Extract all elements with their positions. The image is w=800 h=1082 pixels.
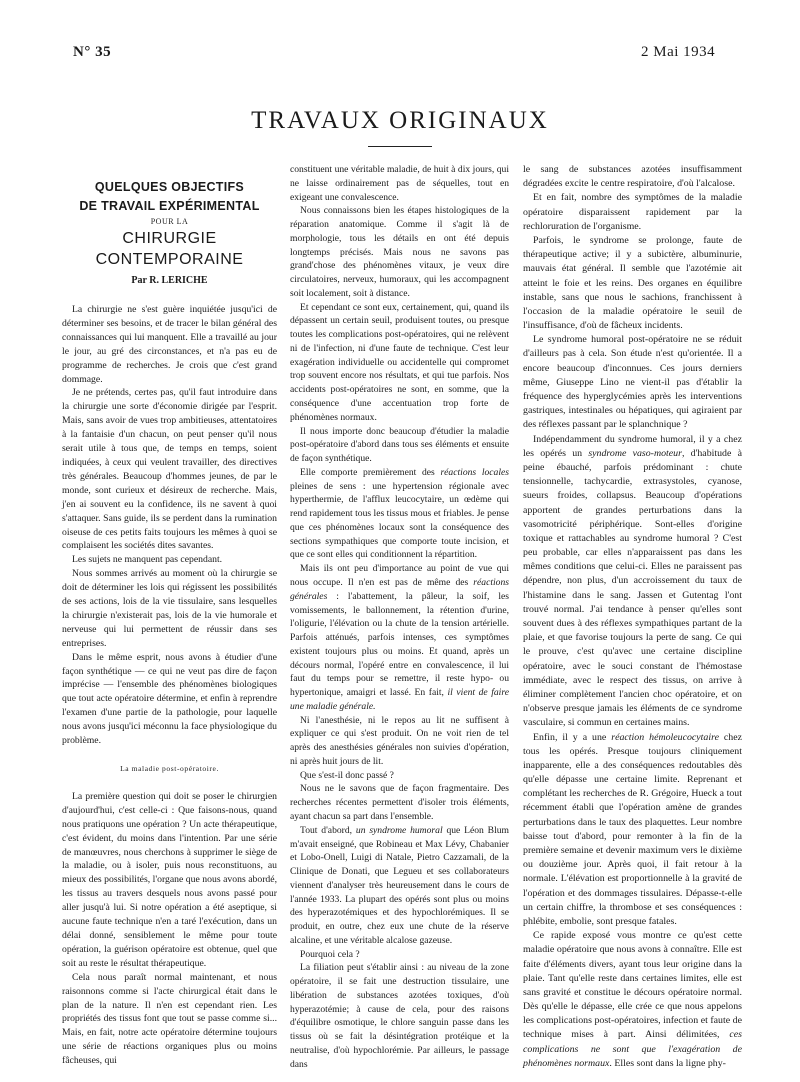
paragraph: Le syndrome humoral post-opératoire ne se réduit d'ailleurs pas à cela. Son étude n'est qu'orientée. Il a encore beaucoup d'inconnues. Ces jours derniers même, Giuseppe Lino ne vient-il pas d'établir la fréquence des hyperglycémies après les interventions gastriques, intestinales ou hépatiques, qui agiraient par des réflexes passant par le splanchnique ? — [523, 334, 742, 431]
paragraph — [523, 929, 742, 1071]
article-heading-pour: POUR LA — [150, 217, 189, 226]
article-heading-line1: QUELQUES OBJECTIFS — [94, 180, 245, 194]
paragraph: La filiation peut s'établir ainsi : au niveau de la zone opératoire, il se fait une destruction tissulaire, une libération de substances azotées toxiques, d'où hyperazotémie; à cause de cela, pour des raisons d'équilibre osmotique, le chlore sanguin passe dans les tissus où se fait la désintégration protéique et la neutralise, d'où hypochlorémie. Par ailleurs, le passage dans — [290, 962, 509, 1070]
italic-text: ces complications ne sont que l'exagération de phénomènes normaux — [523, 1029, 742, 1069]
article-heading-big2: CONTEMPORAINE — [95, 251, 244, 268]
article-author: Par R. LERICHE — [131, 275, 208, 286]
paragraph: Il nous importe donc beaucoup d'étudier la maladie post-opératoire d'abord dans tous ses éléments et ensuite de façon synthétique. — [290, 425, 509, 465]
page-title: TRAVAUX ORIGINAUX — [251, 107, 549, 134]
text: . Elles sont dans la ligne phy- — [609, 1057, 726, 1069]
article-heading-big1: CHIRURGIE — [122, 230, 217, 247]
title-rule — [368, 146, 432, 147]
text: Indépendamment du syndrome humoral, il y a chez les opérés un — [523, 433, 742, 459]
paragraph: Nous sommes arrivés au moment où la chirurgie se doit de déterminer les lois qui régissent les possibilités de ses actions, lois de la vie tissulaire, sans lesquelles la chirurgie n'existerait pas, lois de la vie humorale et nerveuse qui lui permettent de réussir dans ses entreprises. — [62, 568, 277, 649]
italic-text: un syndrome humoral — [355, 824, 443, 836]
column-1 — [62, 163, 277, 1068]
text: que Léon Blum m'avait enseigné, que Robineau et Max Lévy, Chabanier et Lobo-Onell, Luigi di Natale, Pietro Cazzamali, de la Clinique de Donati, que Legueu et ses collaborateurs viennent d'analyser très heureusement dans le cours de l'année 1933. La plupart des opérés sont plus ou moins des hyperazotémiques et des hypochlorémiques. Il se produit, en outre, chez eux une chute de la réserve alcaline, et une véritable alcalose gazeuse. — [290, 824, 509, 946]
text: : l'abattement, la pâleur, la soif, les vomissements, le ballonnement, la rétention d'urine, l'oligurie, l'élévation ou la chute de la tension artérielle. Parfois atténués, parfois intenses, ces symptômes existent toujours plus ou moins. Et quand, après un décours normal, l'opéré entre en convalescence, il lui faut du temps pour se remettre, il reste hypo- ou hypertonique, amaigri et lassé. En fait, — [290, 590, 509, 699]
article-heading-line2: DE TRAVAIL EXPÉRIMENTAL — [79, 199, 260, 213]
text: , d'habitude à peine ébauché, parfois prédominant : chute tensionnelle, tachycardie, extrasystoles, cyanose, sueurs froides, collapsus. Beaucoup d'opérations apportent de grandes perturbations dans la vasomotricité périphérique. Sont-elles d'origine toxique et rattachables au syndrome humoral ? C'est peu probable, car elles n'apparaissent pas dans les mêmes conditions que celui-ci. Elles ne paraissent pas dépendre, non plus, d'un accroissement du taux de l'histamine dans le sang. Jassen et Gutentag l'ont trouvé normal. J'ai tendance à penser qu'elles sont souvent dues à des réflexes sympathiques partant de la plaie, et que favorise toujours la perte de sang. Ce qui le prouve, c'est qu'avec une certaine discipline opératoire, avec le souci constant de l'hémostase immédiate, avec le respect des tissus, on arrive à éliminer complètement l'ancien choc opératoire, et on n'observe presque jamais les éléments de ce syndrome vasculaire, si commun en certaines mains. — [523, 447, 742, 729]
paragraph — [523, 433, 742, 731]
text: Enfin, il y a une — [533, 731, 612, 743]
italic-text: réactions générales — [290, 576, 509, 602]
text: chez tous les opérés. Presque toujours cliniquement inapparente, elle a des conséquences redoutables dès qu'elle dépasse une certaine limite. Reprenant et complétant les recherches de R. Grégoire, Hueck a tout récemment établi que l'opération amène de grandes perturbations dans le taux des plaquettes. Leur nombre baisse tout d'abord, pour remonter à la fin de la première semaine et devenir maximum vers le dixième ou douzième jour. Après quoi, il fait retour à la normale. L'élévation est proportionnelle à la gravité de l'opération et des dommages tissulaires. Dépasse-t-elle un certain chiffre, la thrombose et ses conséquences : phlébite, embolie, sont presque fatales. — [523, 731, 743, 927]
paragraph: Et cependant ce sont eux, certainement, qui, quand ils dépassent un certain seuil, produisent toutes, ou presque toutes les complications post-opératoires, qui ne relèvent ni de l'infection, ni d'une faute de technique. C'est leur exagération individuelle ou accidentelle qui compromet trop souvent encore nos résultats, et qui tue parfois. Nos accidents post-opératoires ne sont, en somme, que la conséquence d'une accentuation trop forte de phénomènes normaux. — [290, 301, 509, 423]
column-2 — [290, 163, 509, 1072]
text: Elle comporte premièrement des — [300, 466, 441, 478]
paragraph: La chirurgie ne s'est guère inquiétée jusqu'ici de déterminer ses besoins, et de tracer le bilan général des connaissances qui lui manquent. Elle a travaillé au jour le jour, au gré des circonstances, et n'a pas eu de programme de recherches. Je crois que c'est grand dommage. — [62, 304, 277, 385]
paragraph: Nous ne le savons que de façon fragmentaire. Des recherches récentes permettent d'isoler trois éléments, ayant chacun sa part dans l'ensemble. — [290, 783, 509, 822]
paragraph: La première question qui doit se poser le chirurgien d'aujourd'hui, c'est celle-ci : Que faisons-nous, quand nous pratiquons une opération ? Un acte thérapeutique, c'est évident, du moins dans l'intention. Par une série de manœuvres, nous cherchons à supprimer le siège de la maladie, ou à isoler, puis nous reconstituons, au mieux des possibilités, l'organe que nous avons abordé, les tissus au travers desquels nous avons passé pour aller jusqu'à lui. Si notre opération a été aseptique, si aucune faute technique n'en a taré l'exécution, dans un délai donné, sensiblement le même pour toute opération, la guérison opératoire est obtenue, quel que soit au reste le résultat thérapeutique. — [62, 790, 277, 969]
column-3 — [523, 163, 742, 1071]
text: Ce rapide exposé vous montre ce qu'est cette maladie opératoire que nous avons à connaître. Elle est faite d'éléments divers, ayant tous leur origine dans la plaie. Tant qu'elle reste dans certaines limites, elle est sans gravité et constitue le décours opératoire normal. Dès qu'elle le dépasse, elle crée ce que nous appelons les complications post-opératoires, infection et faute de technique mises à part. Ainsi délimitées, — [523, 930, 742, 1041]
paragraph: Je ne prétends, certes pas, qu'il faut introduire dans la chirurgie une sorte d'économie dirigée par l'esprit. Mais, sans avoir de vues trop ambitieuses, attentatoires à la fantaisie d'un chacun, on peut penser qu'il nous serait utile à tous que, de temps en temps, soient indiquées, à ceux qui veulent travailler, des directives très générales. Beaucoup d'hommes jeunes, de par le monde, sont curieux et désireux de recherche. Mais, j'en ai souvent eu la confidence, ils ne savent à quoi s'attaquer. Sans guide, ils se perdent dans la rumination oiseuse de ces petits faits toujours les mêmes à quoi se complaisent les sociétés dites savantes. — [62, 387, 277, 552]
paragraph: Ni l'anesthésie, ni le repos au lit ne suffisent à expliquer ce qui s'est produit. On ne voit rien de tel après des anesthésies générales non suivies d'opération, ni après huit jours de lit. — [290, 714, 509, 767]
paragraph: constituent une véritable maladie, de huit à dix jours, qui ne laisse ordinairement pas de séquelles, tout en exigeant une convalescence. — [290, 164, 509, 203]
paragraph: Nous connaissons bien les étapes histologiques de la réparation anatomique. Comme il s'agit là de morphologie, tous les détails en ont été depuis longtemps précisés. Mais nous ne savons pas grand'chose des phénomènes vitaux, je veux dire circulatoires, nerveux, humoraux, qui les accompagnent soit localement, soit à distance. — [290, 205, 509, 299]
issue-number: N° 35 — [73, 44, 112, 60]
article-heading — [62, 178, 277, 289]
paragraph: Parfois, le syndrome se prolonge, faute de thérapeutique active; il y a subictère, albuminurie, mauvais état général. Il semble que l'azotémie ait atteint le foie et les reins. Des organes en équilibre instable, sans que nous le sachions, franchissent à l'occasion de la maladie opératoire le seuil de l'insuffisance, d'où de fâcheux incidents. — [523, 234, 742, 332]
paragraph: Pourquoi cela ? — [300, 948, 360, 960]
paragraph: Les sujets ne manquent pas cependant. — [72, 554, 223, 566]
paragraph: Que s'est-il donc passé ? — [300, 769, 394, 781]
section-title: La maladie post-opératoire. — [120, 764, 219, 773]
italic-text: réaction hémoleucocytaire — [611, 731, 719, 743]
italic-text: il vient de faire une maladie générale. — [290, 687, 509, 712]
issue-date: 2 Mai 1934 — [641, 44, 716, 60]
text: Tout d'abord, — [300, 824, 356, 836]
paragraph — [523, 731, 742, 930]
paragraph: Dans le même esprit, nous avons à étudier d'une façon synthétique — ce qui ne veut pas dire de façon imprécise — l'ensemble des phénomènes biologiques que tout acte opératoire détermine, et enfin à reprendre l'examen d'une partie de la pathologie, pour laquelle nous avons jusqu'ici méconnu la face physiologique du problème. — [62, 651, 277, 747]
paragraph — [290, 824, 509, 948]
text: Mais ils ont peu d'importance au point de vue qui nous occupe. Il n'en est pas de même des — [290, 563, 509, 588]
italic-text: réactions locales — [440, 466, 509, 478]
paragraph: le sang de substances azotées insuffisamment dégradées excite le centre respiratoire, d'où l'alcalose. — [523, 164, 742, 190]
paragraph: Et en fait, nombre des symptômes de la maladie opératoire disparaissent rapidement par la rechloruration de l'organisme. — [523, 192, 742, 232]
text: pleines de sens : une hypertension régionale avec hyperthermie, de l'afflux leucocytaire, un œdème qui rend rapidement tous les tissus mous et friables. Je pense que ces phénomènes locaux sont la conséquence des sections sympathiques que comporte toute incision, et que ce sont elles qui conditionnent la répartition. — [290, 480, 509, 561]
italic-text: syndrome vaso-moteur — [588, 447, 682, 459]
paragraph — [290, 466, 509, 562]
paragraph: Cela nous paraît normal maintenant, et nous raisonnons comme si l'acte chirurgical était dans le plan de la nature. Il n'en est cependant rien. Les propriétés des tissus font que tout se passe comme si... Mais, en fait, notre acte opératoire détermine toujours une série de réactions organiques plus ou moins fâcheuses, qui — [62, 971, 277, 1067]
paragraph — [290, 562, 509, 713]
